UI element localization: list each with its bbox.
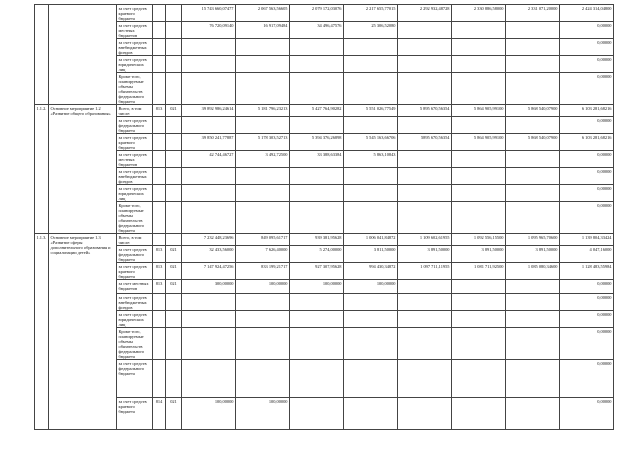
amount-cell — [398, 294, 452, 311]
source-label: за счет местных бюджетов — [117, 280, 153, 294]
table-row — [35, 280, 614, 294]
amount-cell — [344, 202, 398, 234]
rz-code — [166, 168, 182, 185]
amount-cell — [506, 117, 560, 134]
index-cell-cont — [35, 5, 49, 105]
source-label: за счет средств федерального бюджета — [117, 117, 153, 134]
amount-cell: 5 863,10843 — [344, 151, 398, 168]
amount-cell: 0,00000 — [560, 39, 614, 56]
amount-cell: 5 864 905,99100 — [452, 105, 506, 117]
amount-cell: 1 095 965,70600 — [506, 234, 560, 246]
amount-cell: 5 864 905,99100 — [452, 134, 506, 151]
amount-cell — [344, 168, 398, 185]
amount-cell — [344, 311, 398, 328]
amount-cell: 1 006 041,84872 — [344, 234, 398, 246]
source-label: за счет средств федерального бюджета — [117, 360, 153, 398]
amount-cell — [236, 294, 290, 311]
amount-cell — [506, 73, 560, 105]
amount-cell: 939 381,95628 — [290, 234, 344, 246]
amount-cell: 5 551 026,77549 — [344, 105, 398, 117]
amount-cell: 0,00000 — [560, 151, 614, 168]
amount-cell: 100,00000 — [236, 280, 290, 294]
amount-cell: 15 743 660,07477 — [182, 5, 236, 22]
amount-cell: 0,00000 — [560, 73, 614, 105]
amount-cell — [452, 328, 506, 360]
amount-cell — [398, 328, 452, 360]
rz-code — [166, 134, 182, 151]
source-label: за счет средств юридических лиц — [117, 185, 153, 202]
amount-cell: 6 103 281,68216 — [560, 134, 614, 151]
table-row — [35, 117, 614, 134]
amount-cell: 0,00000 — [560, 311, 614, 328]
title-cell-cont — [49, 5, 117, 105]
grbs-code: 814 — [153, 398, 166, 430]
source-label: за счет средств местных бюджетов — [117, 151, 153, 168]
amount-cell — [452, 311, 506, 328]
source-label: за счет средств федерального бюджета — [117, 246, 153, 263]
amount-cell — [290, 294, 344, 311]
table-row — [35, 294, 614, 311]
amount-cell — [452, 294, 506, 311]
amount-cell: 1 139 804,33424 — [560, 234, 614, 246]
amount-cell — [506, 168, 560, 185]
rz-code — [166, 151, 182, 168]
grbs-code — [153, 168, 166, 185]
amount-cell — [290, 73, 344, 105]
amount-cell: 927 307,95628 — [290, 263, 344, 280]
source-label: за счет средств краевого бюджета — [117, 5, 153, 22]
source-label: Кроме того, планируемые объемы обязательств федерального бюджета — [117, 202, 153, 234]
amount-cell: 100,00000 — [344, 280, 398, 294]
source-label: за счет средств краевого бюджета — [117, 263, 153, 280]
rz-code — [166, 294, 182, 311]
table-row — [35, 134, 614, 151]
amount-cell — [182, 117, 236, 134]
amount-cell: 5 895 670,56354 — [398, 105, 452, 117]
amount-cell: 2 217 655,77015 — [344, 5, 398, 22]
grbs-code — [153, 22, 166, 39]
amount-cell: 5895 670,56354 — [398, 134, 452, 151]
amount-cell: 5 427 764,90282 — [290, 105, 344, 117]
amount-cell: 0,00000 — [560, 360, 614, 398]
amount-cell: 3 811,50000 — [344, 246, 398, 263]
grbs-code: 813 — [153, 105, 166, 117]
amount-cell — [236, 185, 290, 202]
amount-cell: 0,00000 — [560, 56, 614, 73]
amount-cell — [506, 202, 560, 234]
amount-cell — [452, 185, 506, 202]
amount-cell — [290, 360, 344, 398]
rz-code — [166, 22, 182, 39]
table-row — [35, 56, 614, 73]
amount-cell: 76 720,09140 — [182, 22, 236, 39]
table-row — [35, 151, 614, 168]
amount-cell — [236, 56, 290, 73]
amount-cell: 7 232 448,23696 — [182, 234, 236, 246]
amount-cell — [344, 360, 398, 398]
amount-cell — [344, 185, 398, 202]
amount-cell: 3 492,72500 — [236, 151, 290, 168]
amount-cell — [506, 22, 560, 39]
amount-cell — [344, 328, 398, 360]
amount-cell — [398, 73, 452, 105]
amount-cell — [398, 117, 452, 134]
amount-cell — [398, 202, 452, 234]
amount-cell — [236, 328, 290, 360]
amount-cell — [290, 117, 344, 134]
amount-cell: 3 891,50000 — [452, 246, 506, 263]
table-row — [35, 360, 614, 398]
amount-cell — [344, 39, 398, 56]
amount-cell — [506, 294, 560, 311]
amount-cell: 1 128 483,55984 — [560, 263, 614, 280]
amount-cell — [344, 117, 398, 134]
grbs-code — [153, 5, 166, 22]
amount-cell: 33 388,63384 — [290, 151, 344, 168]
amount-cell — [182, 202, 236, 234]
amount-cell: 300,00000 — [182, 280, 236, 294]
grbs-code — [153, 202, 166, 234]
amount-cell — [182, 73, 236, 105]
amount-cell: 0,00000 — [560, 294, 614, 311]
amount-cell: 7 147 924,47256 — [182, 263, 236, 280]
section-index: 1.1.2. — [35, 105, 49, 234]
amount-cell: 39 892 986,24614 — [182, 105, 236, 117]
amount-cell — [398, 398, 452, 430]
amount-cell — [452, 22, 506, 39]
table-row — [35, 185, 614, 202]
amount-cell — [452, 398, 506, 430]
amount-cell — [452, 280, 506, 294]
rz-code — [166, 360, 182, 398]
rz-code — [166, 328, 182, 360]
amount-cell: 0,00000 — [560, 328, 614, 360]
grbs-code — [153, 185, 166, 202]
amount-cell — [182, 168, 236, 185]
source-label: за счет средств местных бюджетов — [117, 22, 153, 39]
amount-cell — [452, 151, 506, 168]
amount-cell — [506, 151, 560, 168]
amount-cell — [182, 294, 236, 311]
amount-cell: 0,00000 — [560, 202, 614, 234]
source-label: за счет средств внебюджетных фондов — [117, 294, 153, 311]
grbs-code — [153, 294, 166, 311]
amount-cell — [452, 39, 506, 56]
amount-cell — [182, 185, 236, 202]
source-label: Кроме того, планируемые объемы обязательств федерального бюджета — [117, 328, 153, 360]
source-label: за счет средств краевого бюджета — [117, 398, 153, 430]
rz-code — [166, 5, 182, 22]
amount-cell — [452, 202, 506, 234]
amount-cell: 0,00000 — [560, 117, 614, 134]
amount-cell: 849 095,61717 — [236, 234, 290, 246]
grbs-code — [153, 311, 166, 328]
amount-cell: 2 079 172,03076 — [290, 5, 344, 22]
grbs-code: 813 — [153, 246, 166, 263]
amount-cell: 3 891,50000 — [398, 246, 452, 263]
budget-table — [34, 4, 614, 430]
source-label: Всего, в том числе: — [117, 234, 153, 246]
amount-cell — [236, 360, 290, 398]
amount-cell — [344, 56, 398, 73]
table-row — [35, 202, 614, 234]
amount-cell — [506, 311, 560, 328]
rz-code — [166, 73, 182, 105]
amount-cell — [290, 39, 344, 56]
amount-cell: 3 891,50000 — [506, 246, 560, 263]
table-row — [35, 168, 614, 185]
source-label: за счет средств краевого бюджета — [117, 134, 153, 151]
amount-cell — [182, 311, 236, 328]
amount-cell: 100,00000 — [290, 280, 344, 294]
amount-cell — [236, 39, 290, 56]
rz-code — [166, 39, 182, 56]
amount-cell — [344, 73, 398, 105]
grbs-code — [153, 73, 166, 105]
grbs-code — [153, 328, 166, 360]
grbs-code: 813 — [153, 280, 166, 294]
amount-cell: 32 433,56000 — [182, 246, 236, 263]
amount-cell — [290, 185, 344, 202]
amount-cell — [236, 168, 290, 185]
amount-cell: 0,00000 — [560, 398, 614, 430]
amount-cell: 1 081 711,92500 — [452, 263, 506, 280]
amount-cell: 1 109 602,61955 — [398, 234, 452, 246]
rz-code — [166, 185, 182, 202]
amount-cell: 5 868 540,07900 — [506, 134, 560, 151]
grbs-code — [153, 360, 166, 398]
amount-cell: 0,00000 — [560, 280, 614, 294]
table-row — [35, 22, 614, 39]
amount-cell — [452, 56, 506, 73]
table-row — [35, 311, 614, 328]
amount-cell — [506, 360, 560, 398]
amount-cell — [182, 56, 236, 73]
grbs-code — [153, 234, 166, 246]
amount-cell — [398, 151, 452, 168]
table-row — [35, 5, 614, 22]
table-row — [35, 246, 614, 263]
amount-cell — [506, 39, 560, 56]
amount-cell — [344, 398, 398, 430]
amount-cell — [452, 73, 506, 105]
amount-cell — [290, 311, 344, 328]
rz-code — [166, 311, 182, 328]
grbs-code — [153, 39, 166, 56]
amount-cell — [290, 202, 344, 234]
amount-cell: 2 424 314,04800 — [560, 5, 614, 22]
amount-cell — [236, 117, 290, 134]
table-row — [35, 328, 614, 360]
grbs-code — [153, 56, 166, 73]
amount-cell: 5 545 163,66706 — [344, 134, 398, 151]
amount-cell: 6 103 281,68216 — [560, 105, 614, 117]
rz-code — [166, 202, 182, 234]
amount-cell — [236, 73, 290, 105]
table-row — [35, 105, 614, 117]
rz-code: 021 — [166, 246, 182, 263]
table-row — [35, 263, 614, 280]
rz-code: 021 — [166, 280, 182, 294]
amount-cell: 0,00000 — [560, 22, 614, 39]
amount-cell: 0,00000 — [560, 168, 614, 185]
source-label: за счет средств юридических лиц — [117, 311, 153, 328]
amount-cell — [452, 360, 506, 398]
rz-code — [166, 234, 182, 246]
amount-cell — [290, 168, 344, 185]
amount-cell — [452, 117, 506, 134]
amount-cell: 100,00000 — [236, 398, 290, 430]
amount-cell — [398, 168, 452, 185]
amount-cell — [452, 168, 506, 185]
amount-cell — [290, 56, 344, 73]
grbs-code — [153, 151, 166, 168]
amount-cell — [398, 56, 452, 73]
amount-cell: 1 092 556,15500 — [452, 234, 506, 246]
rz-code: 021 — [166, 263, 182, 280]
amount-cell: 833 199,21717 — [236, 263, 290, 280]
amount-cell: 5 178 303,52713 — [236, 134, 290, 151]
amount-cell: 5 394 376,26898 — [290, 134, 344, 151]
amount-cell — [506, 185, 560, 202]
amount-cell — [506, 280, 560, 294]
section-title: Основное мероприятие 1.3 «Развитие сферы дополнительного образования и социализации детей» — [49, 234, 117, 430]
amount-cell — [290, 328, 344, 360]
amount-cell: 5 868 540,07900 — [506, 105, 560, 117]
amount-cell: 1 085 080,34600 — [506, 263, 560, 280]
amount-cell — [506, 328, 560, 360]
amount-cell: 5 181 796,23213 — [236, 105, 290, 117]
rz-code: 021 — [166, 105, 182, 117]
table-body — [35, 5, 614, 430]
table-row — [35, 234, 614, 246]
grbs-code — [153, 134, 166, 151]
table-row — [35, 39, 614, 56]
amount-cell: 39 850 241,77887 — [182, 134, 236, 151]
amount-cell — [344, 294, 398, 311]
amount-cell — [398, 311, 452, 328]
amount-cell: 42 744,46727 — [182, 151, 236, 168]
amount-cell: 25 306,52080 — [344, 22, 398, 39]
grbs-code — [153, 117, 166, 134]
table-row — [35, 73, 614, 105]
source-label: Всего, в том числе: — [117, 105, 153, 117]
section-index: 1.1.3. — [35, 234, 49, 430]
amount-cell: 2 067 563,56605 — [236, 5, 290, 22]
amount-cell — [236, 202, 290, 234]
amount-cell: 1 097 711,11955 — [398, 263, 452, 280]
amount-cell — [506, 398, 560, 430]
amount-cell: 2 331 071,20000 — [506, 5, 560, 22]
amount-cell: 5 274,00000 — [290, 246, 344, 263]
rz-code: 021 — [166, 398, 182, 430]
amount-cell — [506, 56, 560, 73]
section-title: Основное мероприятие 1.2 «Развитие общего образования» — [49, 105, 117, 234]
rz-code — [166, 56, 182, 73]
amount-cell: 100,00000 — [182, 398, 236, 430]
grbs-code: 813 — [153, 263, 166, 280]
amount-cell: 7 626,40000 — [236, 246, 290, 263]
amount-cell: 4 047,16000 — [560, 246, 614, 263]
amount-cell: 0,00000 — [560, 185, 614, 202]
amount-cell: 2 292 932,48728 — [398, 5, 452, 22]
amount-cell — [398, 280, 452, 294]
amount-cell — [290, 398, 344, 430]
source-label: за счет средств внебюджетных фондов — [117, 168, 153, 185]
amount-cell — [182, 360, 236, 398]
amount-cell — [398, 185, 452, 202]
amount-cell — [182, 39, 236, 56]
amount-cell: 16 917,09484 — [236, 22, 290, 39]
amount-cell: 994 430,34872 — [344, 263, 398, 280]
source-label: за счет средств юридических лиц — [117, 56, 153, 73]
amount-cell — [398, 360, 452, 398]
rz-code — [166, 117, 182, 134]
amount-cell — [182, 328, 236, 360]
source-label: за счет средств внебюджетных фондов — [117, 39, 153, 56]
amount-cell — [398, 22, 452, 39]
table-row — [35, 398, 614, 430]
amount-cell: 2 330 886,58000 — [452, 5, 506, 22]
amount-cell — [236, 311, 290, 328]
amount-cell — [398, 39, 452, 56]
amount-cell: 34 496,47576 — [290, 22, 344, 39]
source-label: Кроме того, планируемые объемы обязательств федерального бюджета — [117, 73, 153, 105]
